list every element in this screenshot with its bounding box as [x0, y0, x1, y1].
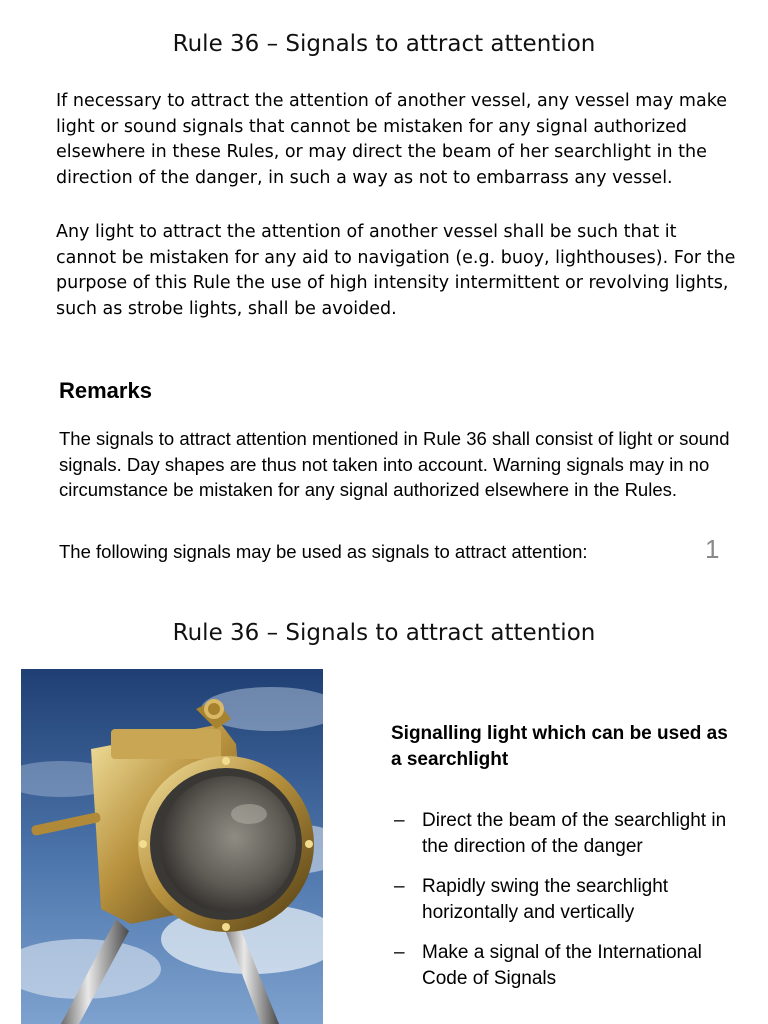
- bullet-text: Rapidly swing the searchlight horizontally and vertically: [422, 876, 669, 923]
- searchlight-photo: [21, 669, 323, 1024]
- slide-title: Rule 36 – Signals to attract attention: [172, 620, 596, 646]
- list-item: [391, 940, 751, 992]
- bullet-list: [391, 808, 751, 1006]
- slide-2: [0, 590, 768, 1024]
- photo-caption: Signalling light which can be used as a searchlight: [391, 723, 728, 770]
- list-item: [391, 808, 751, 860]
- rule-paragraph-1: If necessary to attract the attention of another vessel, any vessel may make light or sound signals that cannot be mistaken for any signal authorized elsewhere in these Rules, or may direct the beam of her searchlight in the direction of the danger, in such a way as not to embarrass any vessel.: [56, 91, 727, 188]
- bullet-text: Make a signal of the International Code of Signals: [422, 942, 702, 989]
- bullet-text: Direct the beam of the searchlight in the direction of the danger: [422, 810, 727, 857]
- bullet-marker: –: [394, 810, 405, 831]
- list-item: [391, 874, 751, 926]
- remarks-heading: Remarks: [59, 378, 152, 403]
- page-number: 1: [705, 534, 720, 564]
- slide-title: Rule 36 – Signals to attract attention: [172, 31, 596, 57]
- bullet-marker: –: [394, 942, 405, 963]
- bullet-marker: –: [394, 876, 405, 897]
- remarks-followup: The following signals may be used as signals to attract attention:: [59, 541, 588, 562]
- remarks-text: The signals to attract attention mentioned in Rule 36 shall consist of light or sound signals. Day shapes are thus not taken into account. Warning signals may in no circumstance be mistaken for any signal authorized elsewhere in the Rules.: [59, 428, 730, 500]
- rule-paragraph-2: Any light to attract the attention of another vessel shall be such that it cannot be mistaken for any aid to navigation (e.g. buoy, lighthouses). For the purpose of this Rule the use of high intensity intermittent or revolving lights, such as strobe lights, shall be avoided.: [56, 222, 736, 319]
